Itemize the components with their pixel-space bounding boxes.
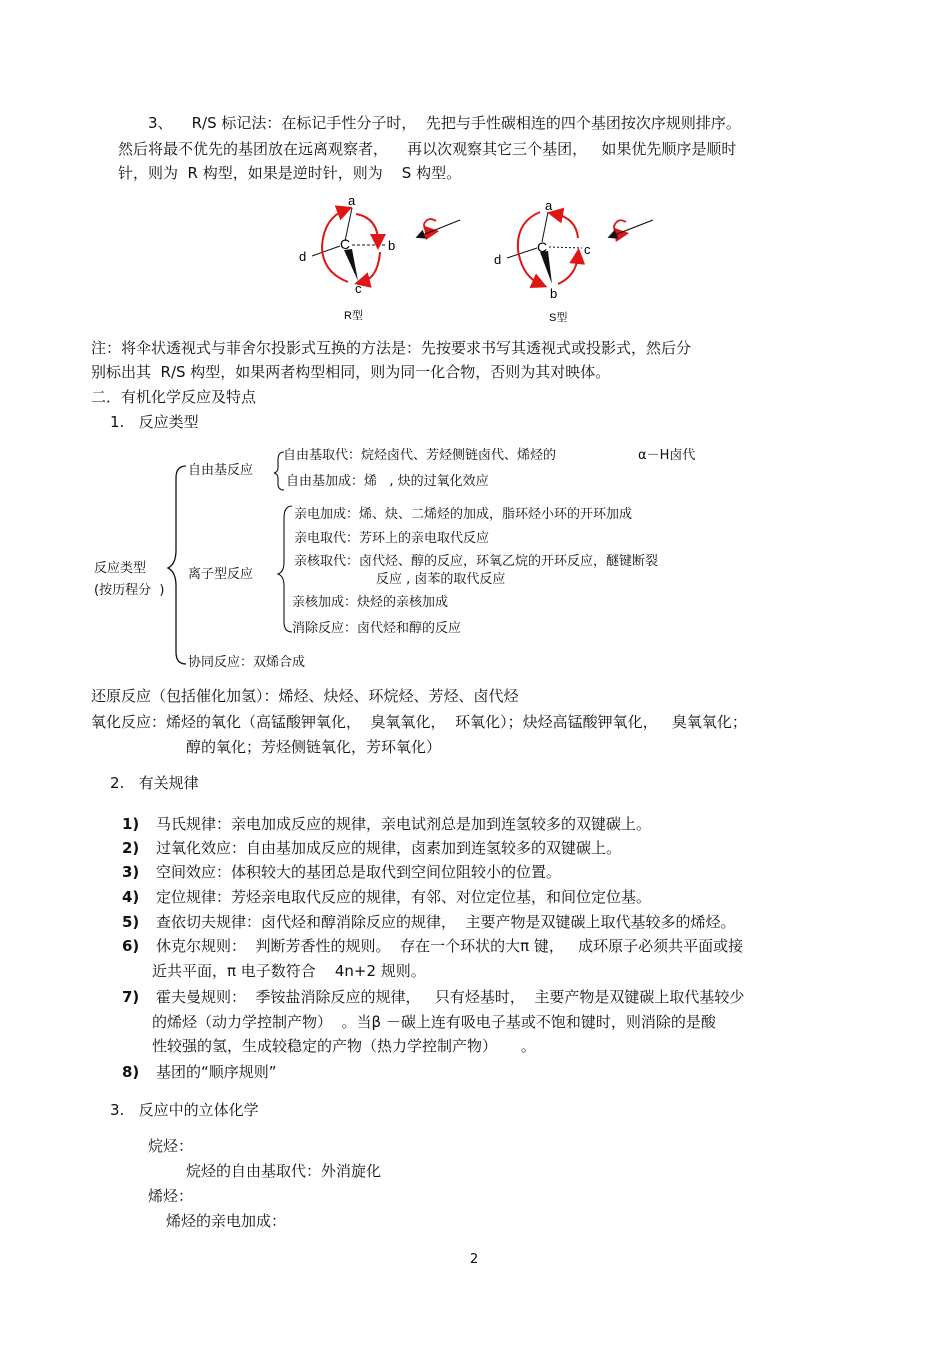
rule-text: 空间效应：体积较大的基团总是取代到空间位阻较小的位置。 (156, 863, 562, 881)
alkene-item: 烯烃的亲电加成： (166, 1212, 287, 1230)
tree-ionic-label: 离子型反应 (188, 567, 254, 582)
s-label-a: a (545, 198, 553, 213)
tree-radical-substitution-tail: α－H卤代 (638, 448, 696, 463)
tree-ionic-item: 亲电加成：烯、炔、二烯烃的加成，脂环烃小环的开环加成 (294, 507, 633, 522)
tree-root-line-2: (按历程分 ) (94, 583, 165, 598)
alkene-label: 烯烃： (148, 1187, 194, 1205)
oxidation-line-2: 醇的氧化；芳烃侧链氧化，芳环氧化） (186, 738, 442, 756)
page-number: 2 (470, 1252, 479, 1267)
tree-ionic-item: 亲电取代：芳环上的亲电取代反应 (294, 531, 490, 546)
alkane-item: 烷烃的自由基取代：外消旋化 (186, 1162, 382, 1180)
r-label-d: d (299, 249, 307, 264)
s-label-b: b (550, 286, 558, 301)
rule-6-continuation: 近共平面，π 电子数符合 4n+2 规则。 (152, 962, 426, 980)
rs-text-line-3: 针，则为 R 构型，如果是逆时针，则为 S 构型。 (118, 164, 462, 182)
tree-ionic-item: 亲核加成：炔烃的亲核加成 (292, 595, 449, 610)
tree-ionic-item-continuation: 反应 , 卤苯的取代反应 (376, 572, 506, 587)
rs-configuration-figure (0, 186, 950, 336)
rule-text: 过氧化效应：自由基加成反应的规律，卤素加到连氢较多的双键碳上。 (156, 839, 622, 857)
subheading-rules: 2. 有关规律 (110, 774, 199, 792)
r-label-a: a (348, 193, 356, 208)
tree-radical-label: 自由基反应 (188, 463, 254, 478)
r-configuration-diagram (299, 193, 460, 322)
rule-number: 2) (122, 839, 140, 857)
rule-text: 霍夫曼规则： 季铵盐消除反应的规律， 只有烃基时， 主要产物是双键碳上取代基较少 (156, 988, 745, 1006)
rule-text: 休克尔规则： 判断芳香性的规则。 存在一个环状的大π 键， 成环原子必须共平面或接 (156, 937, 744, 955)
s-caption: S型 (549, 312, 568, 324)
reduction-line: 还原反应（包括催化加氢）：烯烃、炔烃、环烷烃、芳烃、卤代烃 (91, 687, 519, 705)
s-label-c-center: C (537, 239, 548, 255)
subheading-reaction-types: 1. 反应类型 (110, 413, 199, 431)
section-heading-reactions: 二．有机化学反应及特点 (91, 388, 257, 406)
alkane-label: 烷烃： (148, 1137, 194, 1155)
r-caption: R型 (344, 310, 363, 322)
rule-number: 6) (122, 937, 140, 955)
rs-text-line-2: 然后将最不优先的基团放在远离观察者， 再以次观察其它三个基团， 如果优先顺序是顺时 (118, 140, 737, 158)
r-label-b: b (388, 238, 396, 253)
tree-radical-substitution: 自由基取代：烷烃卤代、芳烃侧链卤代、烯烃的 (283, 448, 557, 463)
rule-text: 马氏规律：亲电加成反应的规律，亲电试剂总是加到连氢较多的双键碳上。 (156, 815, 652, 833)
s-configuration-diagram (494, 198, 653, 324)
rule-number: 3) (122, 863, 140, 881)
r-label-c-center: C (340, 236, 351, 252)
r-label-c-bottom: c (355, 281, 362, 296)
tree-concerted-label: 协同反应：双烯合成 (188, 655, 306, 670)
subheading-stereochemistry: 3. 反应中的立体化学 (110, 1101, 259, 1119)
rule-number: 1) (122, 815, 140, 833)
rule-text: 基团的“顺序规则” (156, 1063, 277, 1081)
tree-radical-addition: 自由基加成：烯 , 炔的过氧化效应 (286, 474, 489, 489)
rule-text: 查依切夫规律：卤代烃和醇消除反应的规律， 主要产物是双键碳上取代基较多的烯烃。 (156, 913, 736, 931)
note-line-1: 注：将伞状透视式与菲舍尔投影式互换的方法是：先按要求书写其透视式或投影式，然后分 (91, 339, 692, 357)
rule-number: 4) (122, 888, 140, 906)
rule-number: 5) (122, 913, 140, 931)
tree-ionic-item: 亲核取代：卤代烃、醇的反应，环氧乙烷的开环反应，醚键断裂 (294, 554, 659, 569)
note-line-2: 别标出其 R/S 构型，如果两者构型相同，则为同一化合物，否则为其对映体。 (91, 363, 611, 381)
rule-number: 8) (122, 1063, 140, 1081)
s-label-d: d (494, 252, 502, 267)
rule-7-continuation-1: 的烯烃（动力学控制产物） 。当β －碳上连有吸电子基或不饱和键时，则消除的是酸 (152, 1013, 716, 1031)
tree-ionic-item: 消除反应：卤代烃和醇的反应 (292, 621, 462, 636)
tree-root-line-1: 反应类型 (94, 561, 147, 576)
rule-text: 定位规律：芳烃亲电取代反应的规律，有邻、对位定位基，和间位定位基。 (156, 888, 652, 906)
rule-number: 7) (122, 988, 140, 1006)
rs-heading-line: 3、 R/S 标记法：在标记手性分子时， 先把与手性碳相连的四个基团按次序规则排序。 (148, 114, 741, 132)
rule-7-continuation-2: 性较强的氢，生成较稳定的产物（热力学控制产物） 。 (152, 1037, 536, 1055)
s-label-c-right: c (584, 242, 591, 257)
oxidation-line-1: 氧化反应：烯烃的氧化（高锰酸钾氧化， 臭氧氧化， 环氧化）；炔烃高锰酸钾氧化， 臭氧氧化； (91, 713, 747, 731)
